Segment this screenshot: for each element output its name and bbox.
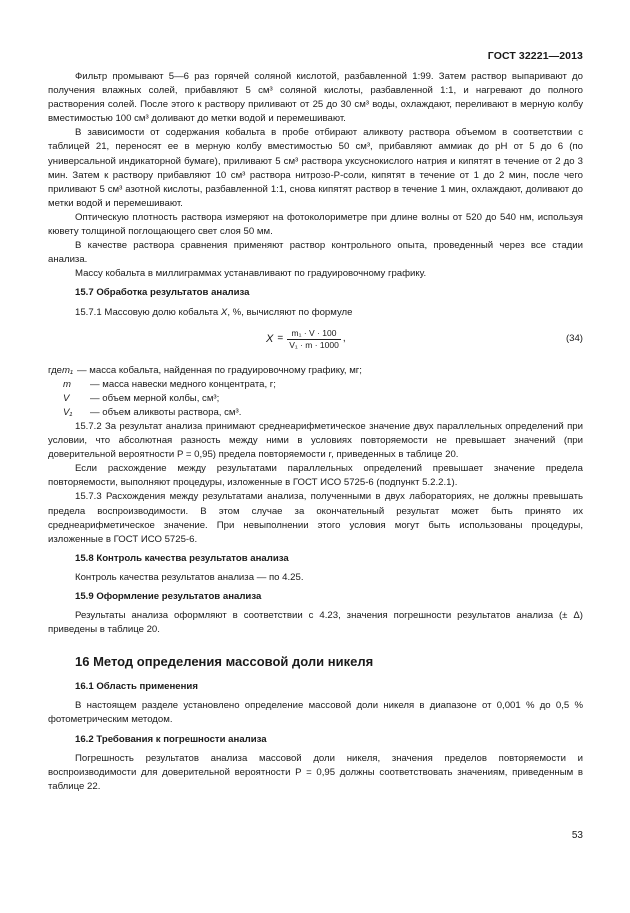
where-item (48, 378, 583, 392)
section-heading: 15.7 Обработка результатов анализа (75, 287, 250, 299)
paragraph: Массу кобальта в миллиграммах устанавливают по градуировочному графику. (75, 268, 427, 280)
paragraph: 15.7.2 За результат анализа принимают среднеарифметическое значение двух параллельных определений при условии, что абсолютная разность между ними в условиях повторяемости не превышает значений (при доверительной вероятности P = 0,95) предела повторяемости r, приведенных в таблице 20. (48, 420, 583, 461)
formula (266, 328, 346, 351)
paragraph: Погрешность результатов анализа массовой доли никеля, значения пределов повторяемости и воспроизводимости для доверительной вероятности P = 0,95 должны соответствовать значениям, приведенным в таблице 22. (48, 752, 583, 792)
where-item (48, 364, 583, 378)
formula-number: (34) (565, 332, 583, 344)
where-symbol: V (63, 392, 70, 404)
where-text: — объем мерной колбы, см³; (90, 392, 220, 404)
paragraph: Фильтр промывают 5—6 раз горячей соляной кислотой, разбавленной 1:99. Затем раствор выпаривают до получения влажных солей, прибавляют 5 см³ соляной кислоты, разбавленной 1:1, и нагревают до полного растворения солей. После этого к раствору приливают от 25 до 30 см³ воды, охлаждают, переливают в мерную колбу вместимостью 100 см³ доливают до метки водой и перемешивают. (48, 71, 583, 125)
formula-fraction (287, 328, 341, 351)
paragraph: Если расхождение между результатами параллельных определений превышает значение предела повторяемости, выполняют процедуры, изложенные в ГОСТ ИСО 5725-6 (подпункт 5.2.2.1). (48, 463, 583, 489)
page-number: 53 (571, 830, 583, 841)
formula-numerator: m₁ · V · 100 (291, 327, 337, 338)
section-heading: 16.1 Область применения (75, 681, 198, 693)
section-heading: 15.9 Оформление результатов анализа (75, 591, 262, 602)
formula-equals: = (277, 333, 284, 345)
where-symbol: m (63, 378, 71, 390)
paragraph: В качестве раствора сравнения применяют раствор контрольного опыта, проведенный через все стадии анализа. (48, 240, 583, 266)
where-symbol: V₁ (63, 406, 73, 418)
section-heading: 15.8 Контроль качества результатов анализа (75, 552, 289, 564)
section-heading: 16.2 Требования к погрешности анализа (75, 733, 267, 745)
where-text: — масса навески медного концентрата, г; (90, 378, 276, 390)
paragraph: Контроль качества результатов анализа — по 4.25. (75, 571, 304, 583)
formula-denominator: V₁ · m · 1000 (289, 339, 339, 350)
document-header: ГОСТ 32221—2013 (487, 50, 583, 62)
where-intro: где (48, 364, 63, 376)
paragraph: В зависимости от содержания кобальта в пробе отбирают аликвоту раствора объемом в соответствии с таблицей 21, переносят ее в мерную колбу вместимостью 50 см³, прибавляют аммиак до рН от 5 до 6 (по универсальной индикаторной бумаге), приливают 5 см³ раствора уксуснокислого натрия и кипятят в течение от 2 до 3 мин. Затем к раствору прибавляют 10 см³ раствора нитрозо-Р-соли, кипятят в течение от 1 до 2 мин, после чего приливают 5 см³ азотной кислоты, разбавленной 1:1, снова кипятят раствор в течение 1 мин, охлаждают, доливают до метки водой и перемешивают. (48, 127, 583, 209)
where-text: — масса кобальта, найденная по градуировочному графику, мг; (77, 364, 362, 376)
chapter-heading: 16 Метод определения массовой доли никеля (75, 654, 374, 670)
paragraph: Результаты анализа оформляют в соответствии с 4.23, значения погрешности результатов анализа (± Δ) приведены в таблице 20. (48, 610, 583, 636)
where-symbol: m₁ (62, 364, 74, 376)
formula-lhs: X (266, 333, 274, 346)
paragraph: 15.7.1 Массовую долю кобальта X, %, вычисляют по формуле (75, 306, 353, 318)
formula-block (48, 326, 583, 360)
where-text: — объем аликвоты раствора, см³. (90, 406, 242, 418)
where-item (48, 392, 583, 406)
formula-comma: , (342, 333, 346, 345)
paragraph: Оптическую плотность раствора измеряют на фотоколориметре при длине волны от 520 до 540 нм, используя кювету толщиной поглощающего свет слоя 50 мм. (48, 211, 583, 238)
document-body (48, 70, 583, 794)
paragraph: 15.7.3 Расхождения между результатами анализа, полученными в двух лабораториях, не должны превышать предела воспроизводимости. В этом случае за окончательный результат может быть принято их среднеарифметическое значение. При невыполнении этого условия могут быть использованы процедуры, изложенные в ГОСТ ИСО 5725-6. (48, 491, 583, 545)
where-item (48, 406, 583, 420)
paragraph: В настоящем разделе установлено определение массовой доли никеля в диапазоне от 0,001 % до 0,5 % фотометрическим методом. (48, 700, 583, 726)
